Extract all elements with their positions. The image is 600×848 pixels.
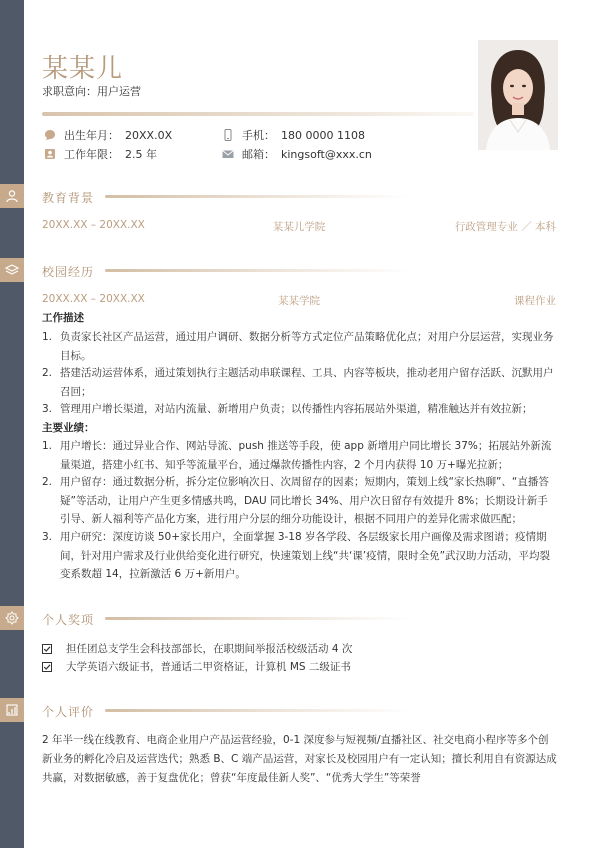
item-number: 3. [42,403,53,415]
campus-divider [105,269,410,272]
years-value: 2.5 年 [125,148,157,161]
intent-value: 用户运营 [97,85,141,98]
person-card-icon [44,148,56,160]
intent-label: 求职意向： [42,85,97,98]
phone-icon [222,129,234,141]
list-item [42,641,556,656]
phone-info [222,127,365,143]
person-name: 某某儿 [42,54,124,84]
education-title: 教育背景 [42,191,95,205]
item-text: 管理用户增长渠道，对站内流量、新增用户负责；以传播性内容拓展站外渠道，精准触达并有效拉新； [60,403,533,415]
campus-org: 某某学院 [278,295,320,307]
campus-title: 校园经历 [42,265,95,279]
item-number: 1. [42,331,53,343]
item-number: 2. [42,367,53,379]
checkbox-icon [42,662,52,672]
phone-value: 180 0000 1108 [281,128,365,142]
campus-role: 课程作业 [514,295,556,307]
user-icon [0,184,24,208]
document-icon [0,698,24,722]
item-text: 用户留存：通过数据分析，拆分定位影响次日、次周留存的因素；短期内，策划上线“家长热聊”、“直播答疑”等活动，让用户产生更多情感共鸣，DAU 同比增长 34%、用户次日留存有效提升 8%；长期设计新手引导、新人福利等产品化方案，进行用户分层的细分功能设计，根据不同用户的差异化需求做匹配； [60,476,549,525]
years-info [44,146,157,162]
mail-icon [222,148,234,160]
item-number: 2. [42,476,53,488]
awards-divider [105,617,410,620]
birth-value: 20XX.0X [125,128,173,142]
birth-label: 出生年月： [64,129,119,142]
email-value: kingsoft@xxx.cn [281,147,372,161]
years-label: 工作年限： [64,148,119,161]
birth-info [44,127,172,143]
header-divider [42,112,474,116]
checkbox-icon [42,644,52,654]
job-intent [42,83,141,99]
award-icon [0,606,24,630]
email-label: 邮箱： [242,148,275,161]
item-text: 搭建活动运营体系，通过策划执行主题活动串联课程、工具、内容等板块，推动老用户留存活跃、沉默用户召回； [60,367,554,398]
layers-icon [0,258,24,282]
item-text: 用户研究：深度访谈 50+家长用户，全面掌握 3-18 岁各学段、各层级家长用户画像及需求图谱；疫情期间，针对用户需求及行业供给变化进行研究，快速策划上线“共‘课’疫情，限时全免”武汉助力活动，平均裂变系数超 14，拉新激活 6 万+新用户。 [60,531,551,580]
achievements-title: 主要业绩： [42,422,95,434]
list-item [42,659,556,674]
item-number: 3. [42,531,53,543]
work-desc-title: 工作描述 [42,312,84,324]
award-text: 担任团总支学生会科技部部长，在职期间举报活校级活动 4 次 [66,643,353,655]
award-text: 大学英语六级证书，普通话二甲资格证，计算机 MS 二级证书 [66,661,351,673]
item-text: 用户增长：通过异业合作、网站导流、push 推送等手段，使 app 新增用户同比增长 37%；拓展站外新流量渠道，搭建小红书、知乎等流量平台，通过爆款传播性内容，2 个月内获得 10 万+曝光拉新； [60,440,552,471]
item-number: 1. [42,440,53,452]
evaluation-divider [105,709,410,712]
education-school: 某某儿学院 [272,221,326,233]
chat-bubble-icon [44,129,56,141]
email-info [222,146,372,162]
education-major: 行政管理专业 ／ 本科 [454,221,556,233]
evaluation-text: 2 年半一线在线教育、电商企业用户产品运营经验，0-1 深度参与短视频/直播社区、社交电商小程序等多个创新业务的孵化冷启及运营迭代；熟悉 B、C 端产品运营，对家长及校园用户有一定认知；擅长利用自有资源达成共赢，对数据敏感，善于复盘优化；曾获“年度最佳新人奖”、“优秀大学生”等荣誉 [42,734,557,784]
phone-label: 手机： [242,129,275,142]
evaluation-title: 个人评价 [42,705,95,719]
profile-photo [478,40,558,150]
campus-date: 20XX.XX – 20XX.XX [42,293,145,305]
awards-title: 个人奖项 [42,613,95,627]
education-date: 20XX.XX – 20XX.XX [42,219,145,231]
item-text: 负责家长社区产品运营，通过用户调研、数据分析等方式定位产品策略优化点；对用户分层运营，实现业务目标。 [60,331,554,362]
education-divider [105,195,410,198]
